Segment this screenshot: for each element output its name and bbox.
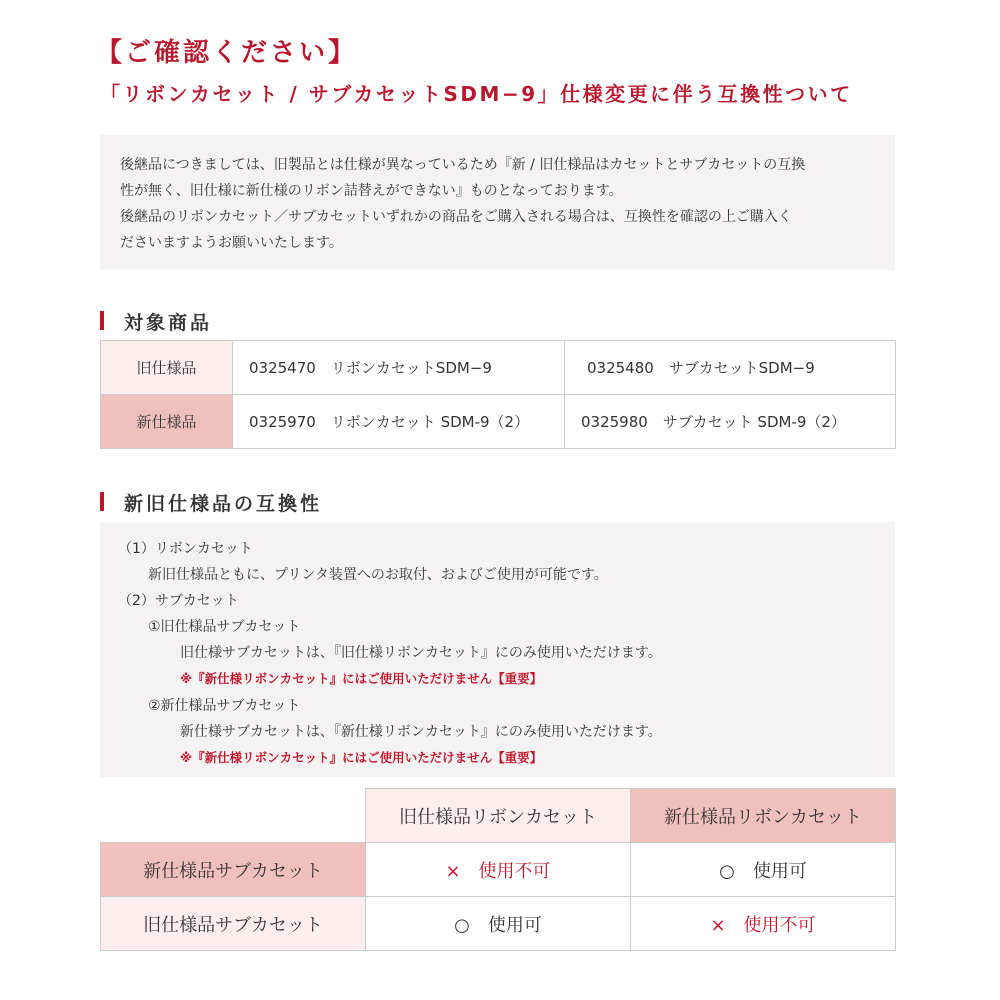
compat-line: 新旧仕様品ともに、プリンタ装置へのお取付、およびご使用が可能です。 [148, 567, 608, 583]
compat-line: （1）リボンカセット [118, 541, 253, 557]
row-label: 新仕様品サブカセット [101, 843, 366, 897]
compat-matrix [100, 788, 896, 951]
ribbon-cell: 0325970 リボンカセット SDM-9（2） [233, 395, 565, 449]
warning-line: ※『新仕様リボンカセット』にはご使用いただけません【重要】 [180, 750, 543, 765]
row-label: 旧仕様品サブカセット [101, 897, 366, 951]
table-row [101, 897, 896, 951]
compat-line: 旧仕様サブカセットは、『旧仕様リボンカセット』にのみ使用いただけます。 [180, 645, 662, 661]
compat-line: ②新仕様品サブカセット [148, 698, 301, 714]
row-label: 新仕様品 [101, 395, 233, 449]
sub-cell: 0325480 サブカセットSDM−9 [565, 341, 896, 395]
compat-heading: 新旧仕様品の互換性 [100, 489, 322, 516]
col-header: 旧仕様品リボンカセット [366, 789, 631, 843]
compat-line: ①旧仕様品サブカセット [148, 619, 301, 635]
sub-cell: 0325980 サブカセット SDM-9（2） [565, 395, 896, 449]
products-heading: 対象商品 [100, 308, 212, 335]
col-header: 新仕様品リボンカセット [631, 789, 896, 843]
table-row [101, 341, 896, 395]
compat-cell: × 使用不可 [366, 843, 631, 897]
page-subtitle: 「リボンカセット / サブカセットSDM−9」仕様変更に伴う互換性ついて [100, 82, 853, 106]
row-label: 旧仕様品 [101, 341, 233, 395]
compat-cell: ○ 使用可 [631, 843, 896, 897]
products-table [100, 340, 896, 449]
compat-box [100, 522, 895, 777]
notice-line: ださいますようお願いいたします。 [120, 235, 343, 251]
table-row [101, 395, 896, 449]
empty-cell [101, 789, 366, 843]
page-title: 【ご確認ください】 [96, 38, 358, 68]
notice-line: 性が無く、旧仕様に新仕様のリボン詰替えができない』ものとなっております。 [120, 183, 623, 199]
notice-box [100, 135, 895, 270]
compat-cell: ○ 使用可 [366, 897, 631, 951]
ribbon-cell: 0325470 リボンカセットSDM−9 [233, 341, 565, 395]
notice-line: 後継品につきましては、旧製品とは仕様が異なっているため『新 / 旧仕様品はカセットとサブカセットの互換 [120, 157, 806, 173]
compat-line: 新仕様サブカセットは、『新仕様リボンカセット』にのみ使用いただけます。 [180, 724, 662, 740]
notice-line: 後継品のリボンカセット／サブカセットいずれかの商品をご購入される場合は、互換性を確認の上ご購入く [120, 209, 792, 225]
compat-cell: × 使用不可 [631, 897, 896, 951]
compat-line: （2）サブカセット [118, 593, 239, 609]
table-row [101, 789, 896, 843]
warning-line: ※『新仕様リボンカセット』にはご使用いただけません【重要】 [180, 671, 543, 686]
table-row [101, 843, 896, 897]
